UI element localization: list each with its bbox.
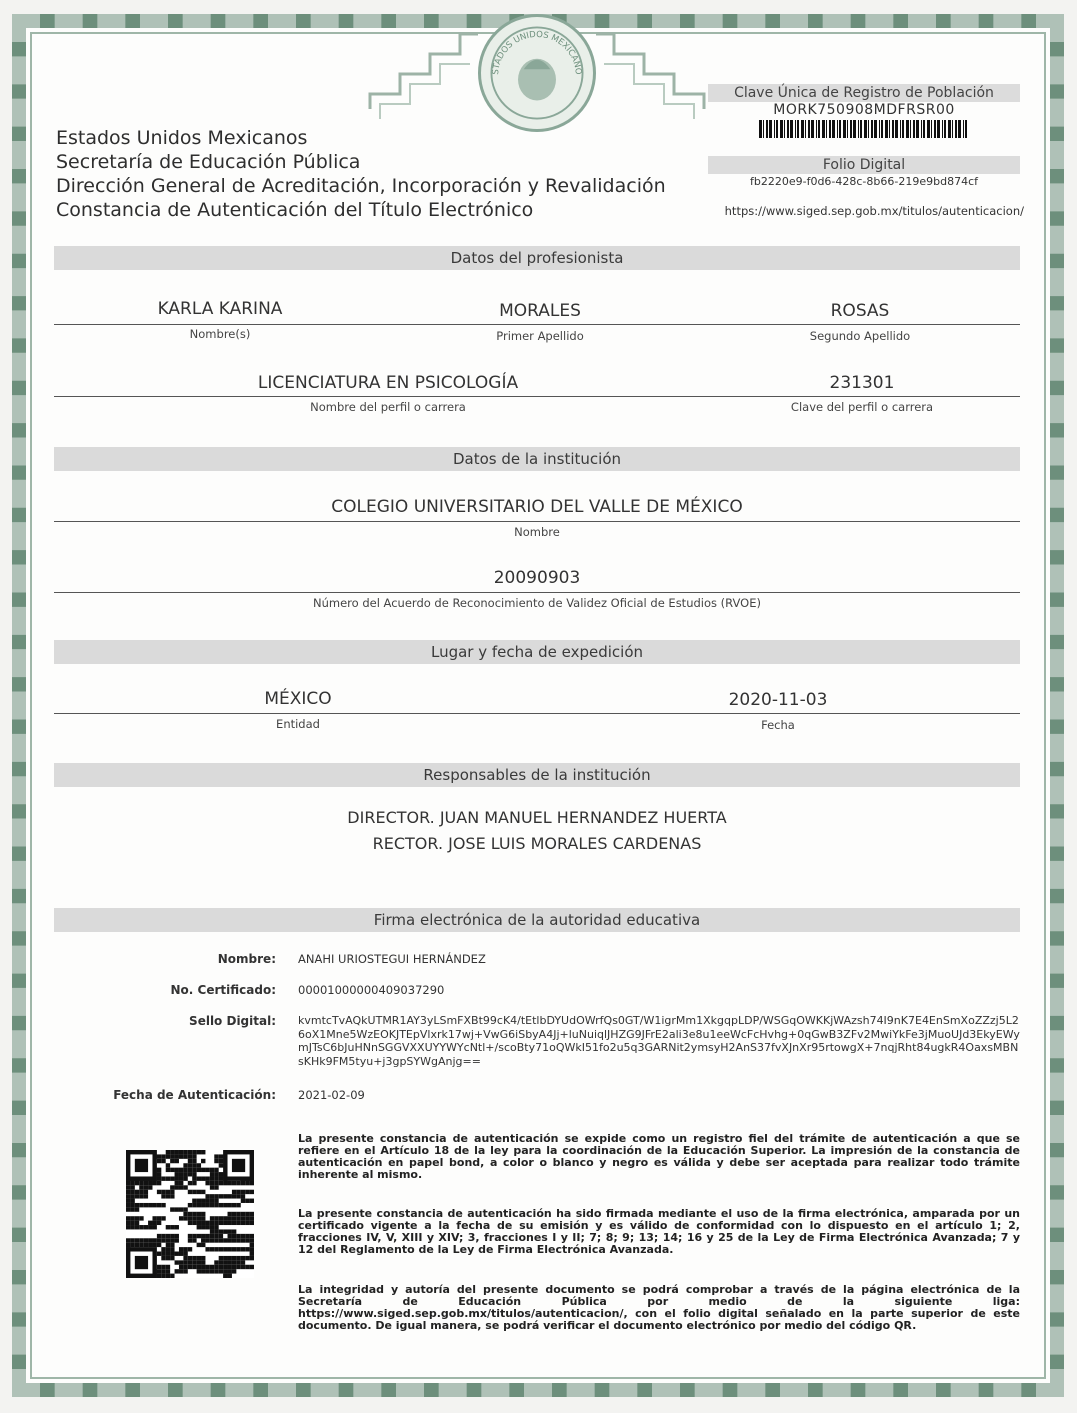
legal-paragraph-3: La integridad y autoría del presente documento se podrá comprobar a través de la página electrónica de la Secretaría de Educación Pública por medio de la siguiente liga: https://www.siged.sep.gob.mx/titulos/autenticacion/, con el folio digital señalado en la parte superior de este documento. De igual manera, se podrá verificar el documento electrónico por medio del código QR.: [298, 1283, 1020, 1332]
second-surname-field: [744, 300, 976, 322]
divider: [54, 713, 1020, 714]
legal-paragraph-2: La presente constancia de autenticación ha sido firmada mediante el uso de la firma electrónica, amparada por un certificado vigente a la fecha de su emisión y es válido de conformidad con lo dispuesto en el artículo 1; 2, fracciones IV, V, XIII y XIV; 3, fracciones I y II; 7; 8; 9; 13; 14; 16 y 25 de la Ley de Firma Electrónica Avanzada; 7 y 12 del Reglamento de la Ley de Firma Electrónica Avanzada.: [298, 1207, 1020, 1256]
directorate-title: Dirección General de Acreditación, Incorporación y Revalidación: [56, 175, 666, 197]
document-title: Constancia de Autenticación del Título Electrónico: [56, 199, 534, 221]
rvoe-field: [54, 567, 1020, 589]
date-label: Fecha: [761, 718, 795, 732]
barcode-icon: [759, 120, 969, 138]
rvoe-label-wrap: [54, 595, 1020, 611]
issue-date: 2020-11-03: [728, 690, 828, 710]
divider: [54, 324, 1020, 325]
section-expedicion: Lugar y fecha de expedición: [54, 640, 1020, 664]
section-profesionista: Datos del profesionista: [54, 246, 1020, 270]
first-name: KARLA KARINA: [157, 299, 283, 319]
first-surname-label: Primer Apellido: [496, 329, 584, 343]
ornament-left: [360, 14, 478, 124]
date-field: [678, 689, 878, 711]
first-surname-field: [424, 300, 656, 322]
qr-code-icon[interactable]: [126, 1150, 254, 1278]
certificate-number: 00001000000409037290: [298, 983, 445, 997]
career-key-field: [752, 372, 972, 394]
authentication-date: 2021-02-09: [298, 1088, 365, 1102]
curp-box: [708, 84, 1020, 138]
legal-paragraph-1: La presente constancia de autenticación se expide como un registro fiel del trámite de autenticación a que se refiere en el Artículo 18 de la ley para la coordinación de la Educación Superior. La impresión de la constancia de autenticación en papel bond, a color o blanco y negro es válida y debe ser aceptada para realizar todo trámite inherente al mismo.: [298, 1132, 1020, 1181]
first-name-label: Nombre(s): [189, 327, 251, 341]
folio-label: Folio Digital: [708, 156, 1020, 174]
authentication-date-label: Fecha de Autenticación:: [113, 1088, 276, 1102]
career-label: Nombre del perfil o carrera: [310, 400, 466, 414]
signer-name: ANAHI URIOSTEGUI HERNÁNDEZ: [298, 952, 486, 966]
institution-label: Nombre: [514, 525, 560, 539]
first-surname: MORALES: [499, 301, 581, 321]
digital-seal-label: Sello Digital:: [189, 1014, 276, 1028]
institution-label-wrap: [54, 524, 1020, 540]
svg-text:ESTADOS UNIDOS MEXICANOS: STADOS UNIDOS MEXICANO: [491, 29, 584, 76]
divider: [54, 396, 1020, 397]
state-field: [198, 688, 398, 710]
career-label-wrap: [188, 399, 588, 415]
divider: [54, 592, 1020, 593]
career-key: 231301: [829, 373, 895, 393]
divider: [54, 521, 1020, 522]
rector-name: RECTOR. JOSE LUIS MORALES CARDENAS: [372, 834, 702, 853]
ornament-right: [596, 14, 714, 124]
second-surname-label: Segundo Apellido: [809, 329, 911, 343]
section-institucion: Datos de la institución: [54, 447, 1020, 471]
institution-name: COLEGIO UNIVERSITARIO DEL VALLE DE MÉXICO: [331, 497, 743, 517]
section-responsables: Responsables de la institución: [54, 763, 1020, 787]
folio-value: fb2220e9-f0d6-428c-8b66-219e9bd874cf: [749, 175, 978, 188]
verification-url[interactable]: https://www.siged.sep.gob.mx/titulos/autenticacion/: [724, 204, 1024, 218]
rvoe-number: 20090903: [493, 568, 581, 588]
rvoe-label: Número del Acuerdo de Reconocimiento de Validez Oficial de Estudios (RVOE): [313, 596, 761, 610]
first-name-label-wrap: [104, 326, 336, 342]
second-surname: ROSAS: [830, 301, 890, 321]
career-field: [188, 372, 588, 394]
director-name: DIRECTOR. JUAN MANUEL HERNANDEZ HUERTA: [347, 808, 727, 827]
career-key-label-wrap: [752, 399, 972, 415]
country-title: Estados Unidos Mexicanos: [56, 127, 308, 149]
folio-box: [708, 156, 1020, 190]
digital-seal: kvmtcTvAQkUTMR1AY3yLSmFXBt99cK4/tEtlbDYUdOWrfQs0GT/W1igrMm1XkgqpLDP/WSGqOWKKjWAzsh74I9nK7E4EnSmXoZZzj5L26oX1Mne5WzEOKJTEpVlxrk17wj+VwG6iSbyA4Jj+luNuiqlJHZG9JFrE2ali3e8u1eeWcFcHvhg+0qGwB3ZFv2MwiYkFe3jMuoUJd3EkyEWymJTsC6bJuHNnSGGVXXUYYWYcNtl+/scoBty71oQWkI51fo2u5q3GARNit2ymsyH2AnS37fvXJnXr95rtowgX+7nqjRht84ugkR4OaxsMBNsKHk9FM5tyu+j3gpSYWgAnjg==: [298, 1014, 1020, 1068]
certificate-label: No. Certificado:: [170, 983, 276, 997]
state-label: Entidad: [276, 717, 320, 731]
signer-name-label: Nombre:: [217, 952, 276, 966]
state-value: MÉXICO: [264, 689, 332, 709]
curp-label: Clave Única de Registro de Población: [708, 84, 1020, 102]
first-surname-label-wrap: [424, 328, 656, 344]
career-name: LICENCIATURA EN PSICOLOGÍA: [257, 373, 519, 393]
date-label-wrap: [678, 717, 878, 733]
secretariat-title: Secretaría de Educación Pública: [56, 151, 361, 173]
header-titles: [56, 126, 696, 222]
institution-field: [54, 496, 1020, 518]
state-label-wrap: [198, 716, 398, 732]
second-surname-label-wrap: [744, 328, 976, 344]
curp-value: MORK750908MDFRSR00: [773, 102, 955, 118]
section-firma: Firma electrónica de la autoridad educativa: [54, 908, 1020, 932]
career-key-label: Clave del perfil o carrera: [790, 400, 934, 414]
rector-field: [54, 833, 1020, 855]
director-field: [54, 807, 1020, 829]
first-name-field: [104, 298, 336, 320]
national-seal: [478, 14, 596, 132]
